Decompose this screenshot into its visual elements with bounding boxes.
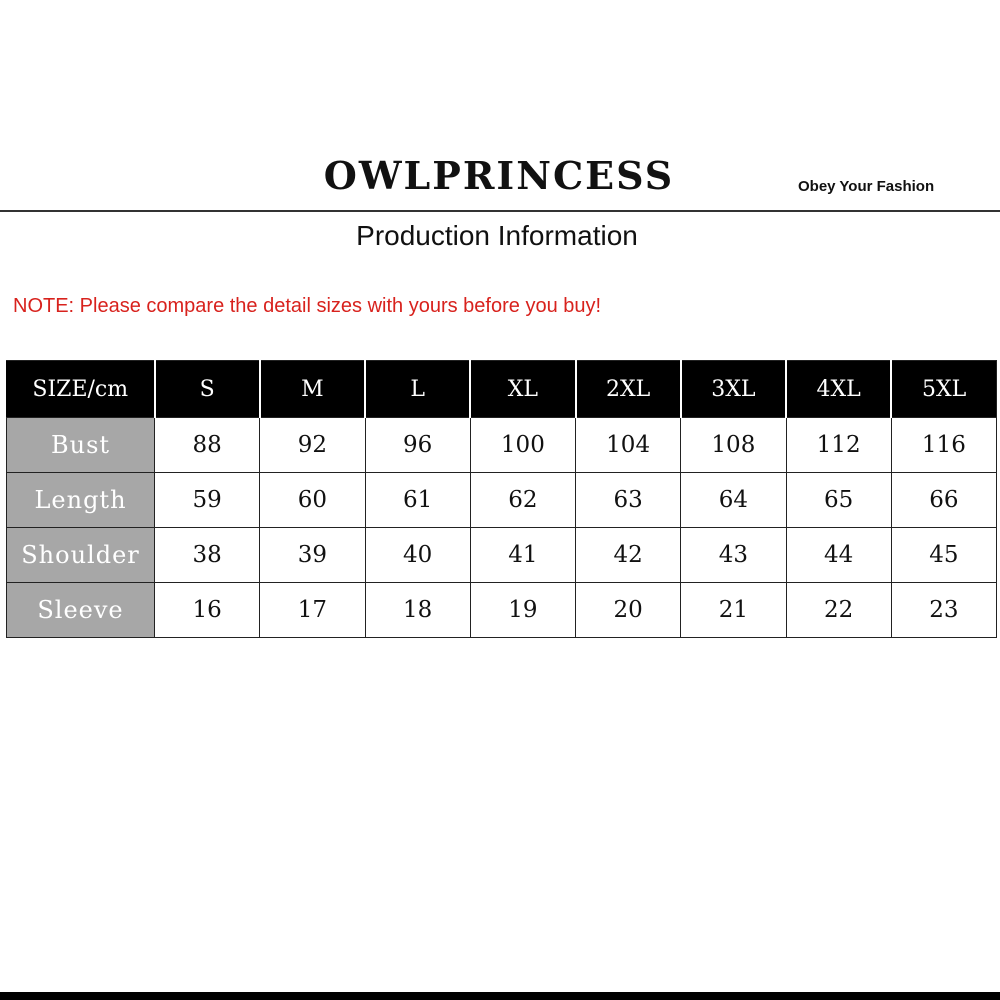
table-cell: 38	[155, 528, 260, 583]
table-cell: 44	[786, 528, 891, 583]
table-cell: 62	[470, 473, 575, 528]
row-label-length: Length	[7, 473, 155, 528]
table-cell: 59	[155, 473, 260, 528]
table-cell: 96	[365, 418, 470, 473]
column-header-4xl: 4XL	[786, 361, 891, 418]
table-cell: 17	[260, 583, 365, 638]
table-cell: 18	[365, 583, 470, 638]
table-cell: 108	[681, 418, 786, 473]
table-cell: 41	[470, 528, 575, 583]
column-header-size-unit: SIZE/cm	[7, 361, 155, 418]
table-row-shoulder	[7, 528, 997, 583]
column-header-m: M	[260, 361, 365, 418]
table-cell: 100	[470, 418, 575, 473]
column-header-5xl: 5XL	[891, 361, 996, 418]
row-label-sleeve: Sleeve	[7, 583, 155, 638]
row-label-shoulder: Shoulder	[7, 528, 155, 583]
bottom-border-bar	[0, 992, 1000, 1000]
table-cell: 42	[576, 528, 681, 583]
table-cell: 39	[260, 528, 365, 583]
table-cell: 40	[365, 528, 470, 583]
table-cell: 43	[681, 528, 786, 583]
column-header-xl: XL	[470, 361, 575, 418]
column-header-3xl: 3XL	[681, 361, 786, 418]
size-chart-table	[6, 360, 997, 638]
table-cell: 60	[260, 473, 365, 528]
column-header-l: L	[365, 361, 470, 418]
size-note: NOTE: Please compare the detail sizes with yours before you buy!	[13, 295, 602, 317]
table-cell: 20	[576, 583, 681, 638]
table-cell: 64	[681, 473, 786, 528]
table-cell: 63	[576, 473, 681, 528]
brand-tagline: Obey Your Fashion	[798, 178, 935, 195]
size-header-row	[7, 361, 997, 418]
table-cell: 61	[365, 473, 470, 528]
table-cell: 65	[786, 473, 891, 528]
table-row-length	[7, 473, 997, 528]
table-cell: 19	[470, 583, 575, 638]
row-label-bust: Bust	[7, 418, 155, 473]
table-cell: 104	[576, 418, 681, 473]
table-cell: 16	[155, 583, 260, 638]
table-cell: 92	[260, 418, 365, 473]
column-header-2xl: 2XL	[576, 361, 681, 418]
table-cell: 112	[786, 418, 891, 473]
table-cell: 22	[786, 583, 891, 638]
page-subtitle: Production Information	[356, 220, 638, 251]
table-cell: 21	[681, 583, 786, 638]
table-cell: 66	[891, 473, 996, 528]
table-cell: 116	[891, 418, 996, 473]
column-header-s: S	[155, 361, 260, 418]
table-cell: 88	[155, 418, 260, 473]
table-cell: 23	[891, 583, 996, 638]
table-row-sleeve	[7, 583, 997, 638]
table-row-bust	[7, 418, 997, 473]
table-cell: 45	[891, 528, 996, 583]
header-divider	[0, 210, 1000, 212]
brand-logo-text: OWLPRINCESS	[323, 153, 675, 198]
